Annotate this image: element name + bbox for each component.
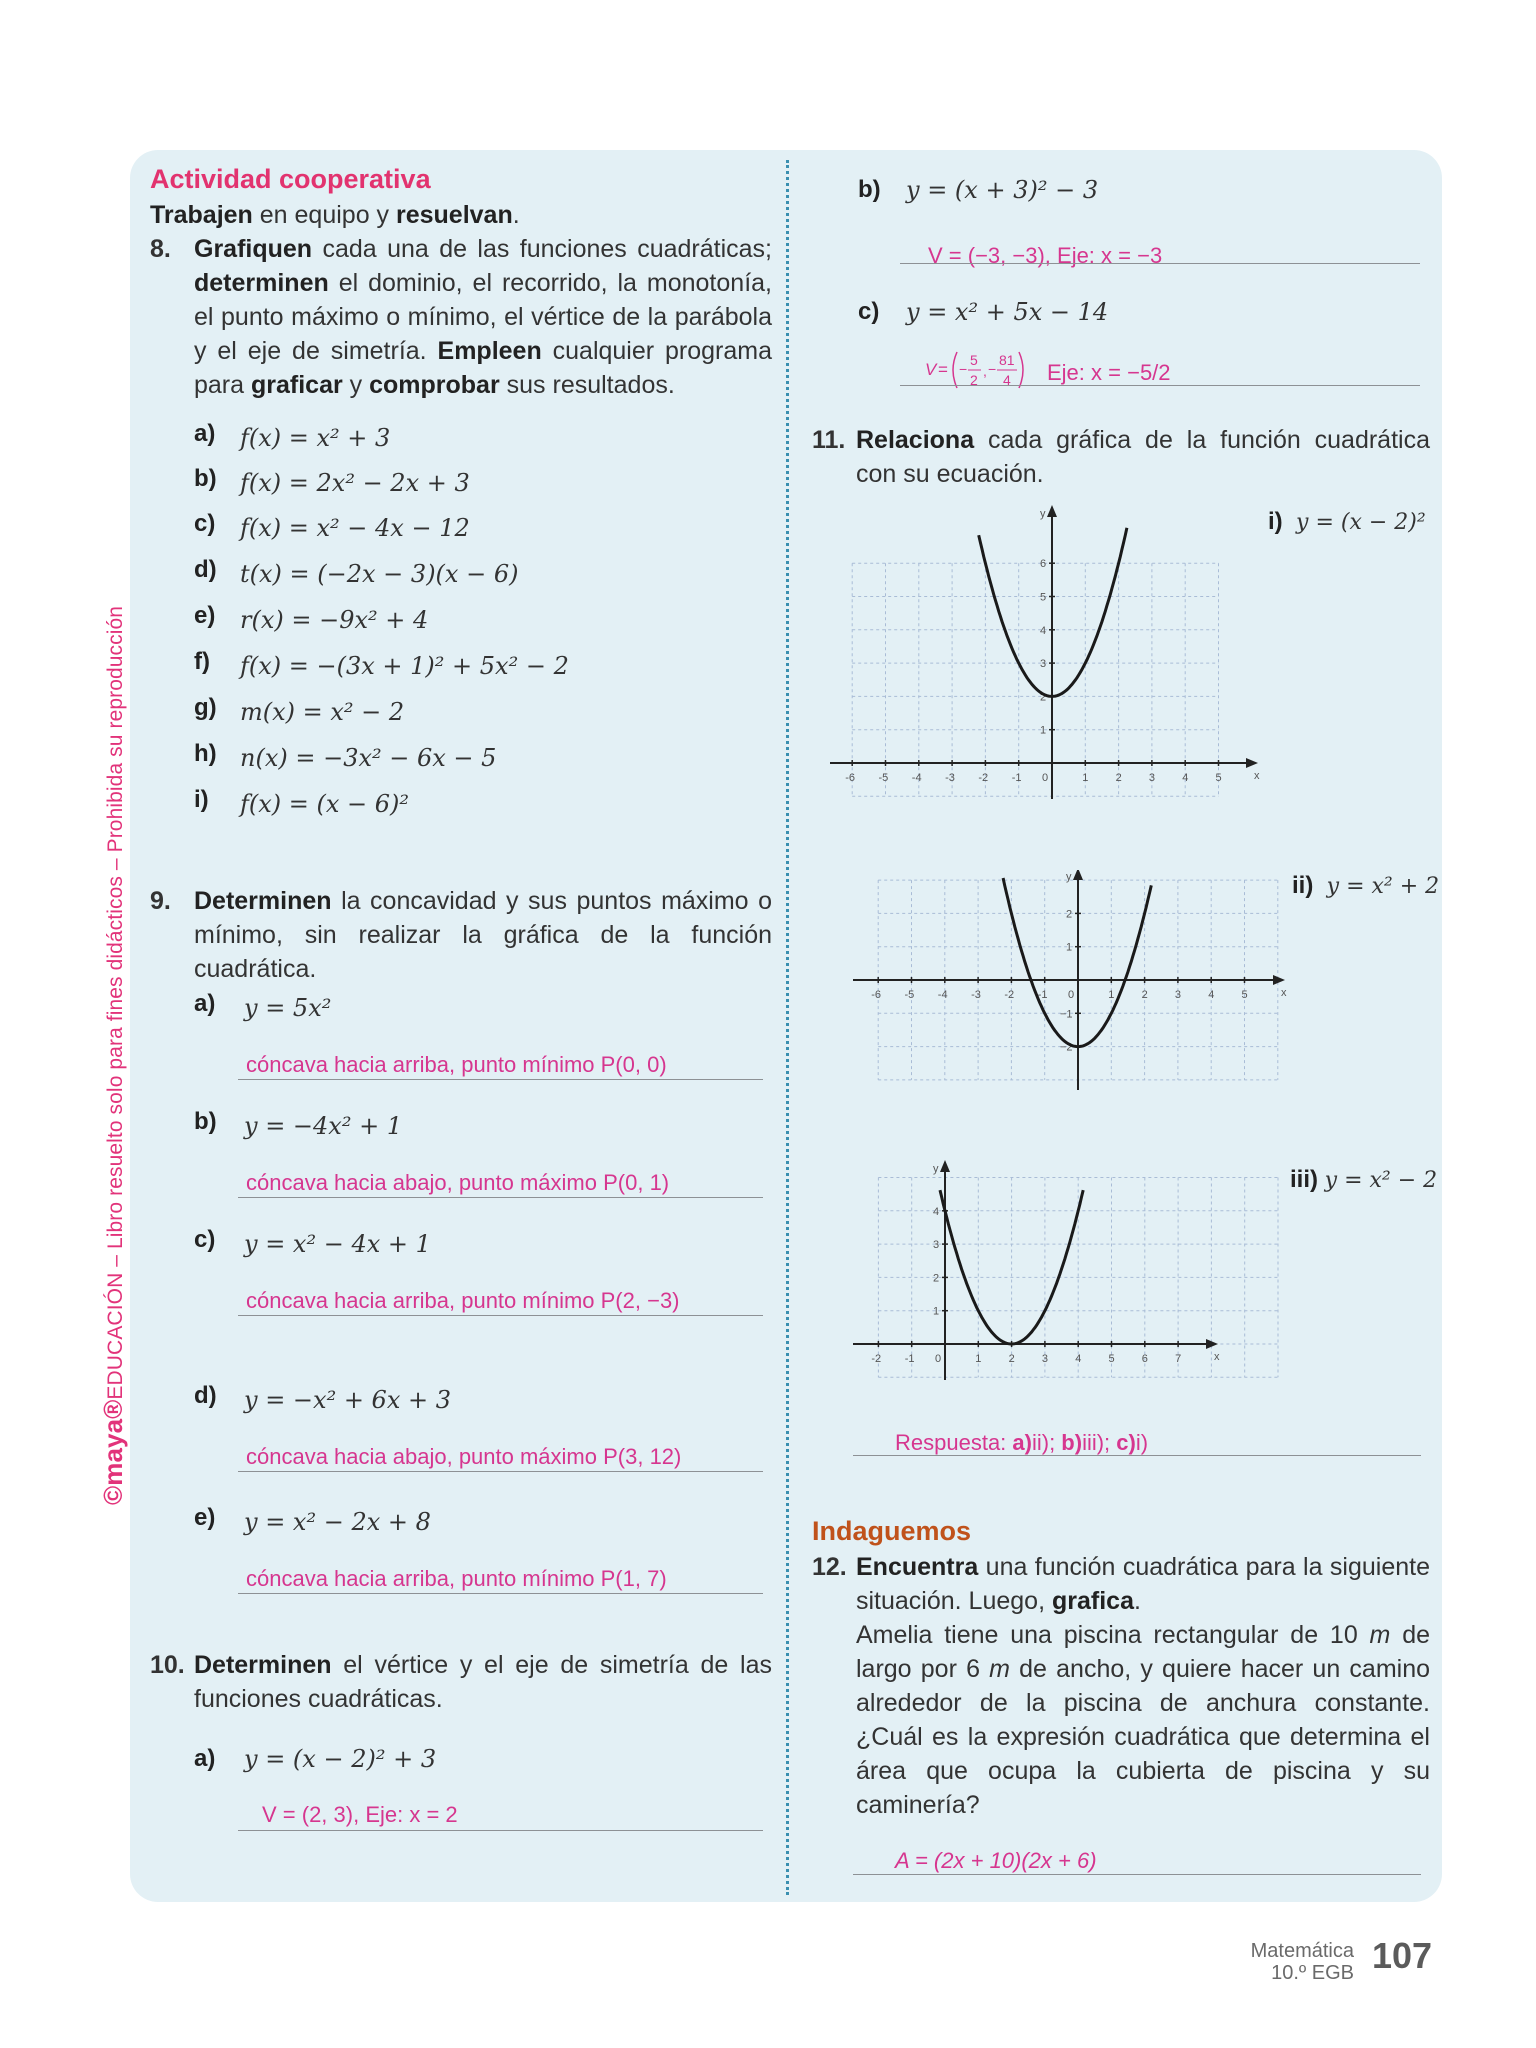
ex9-item-answer: cóncava hacia arriba, punto mínimo P(0, 0) — [246, 1052, 667, 1077]
ex10-item-c-axis: Eje: x = −5/2 — [1047, 360, 1171, 385]
option-iii-expr: y = x² − 2 — [1324, 1168, 1438, 1193]
answer-val-c: i) — [1135, 1430, 1149, 1455]
ex9-item-answer: cóncava hacia abajo, punto máximo P(0, 1) — [246, 1170, 670, 1195]
footer-subject — [1251, 1940, 1354, 1984]
svg-text:-5: -5 — [904, 989, 915, 1001]
answer-line — [238, 1079, 763, 1080]
answer-line — [238, 1315, 763, 1316]
svg-text:2: 2 — [1008, 1353, 1015, 1365]
ex8-item-expr: f(x) = −(3x + 1)² + 5x² − 2 — [240, 652, 569, 680]
section-title-indaguemos: Indaguemos — [812, 1516, 972, 1546]
ex9-item-label: d) — [194, 1382, 217, 1409]
svg-text:-2: -2 — [978, 772, 989, 784]
svg-text:=: = — [938, 360, 948, 379]
svg-text:-1: -1 — [1037, 989, 1048, 1001]
answer-key-a: a) — [1012, 1430, 1032, 1455]
svg-text:x: x — [1281, 987, 1287, 999]
intro-line — [150, 198, 520, 232]
ex8-item-expr: f(x) = x² − 4x − 12 — [240, 514, 470, 542]
svg-text:0: 0 — [1042, 772, 1049, 784]
publisher-brand: ©maya® — [98, 1399, 128, 1505]
svg-text:-3: -3 — [945, 772, 955, 784]
svg-text:2: 2 — [1141, 989, 1148, 1001]
answer-key-b: b) — [1061, 1430, 1083, 1455]
svg-text:5: 5 — [1108, 1353, 1115, 1365]
svg-text:-4: -4 — [911, 772, 922, 784]
column-divider — [786, 160, 789, 1895]
ex11-answer — [895, 1430, 1148, 1456]
ex8-item-expr: t(x) = (−2x − 3)(x − 6) — [240, 560, 519, 588]
answer-line — [853, 1455, 1421, 1456]
footer-subject-name: Matemática — [1250, 1940, 1354, 1962]
svg-text:,: , — [983, 363, 987, 379]
svg-text:-2: -2 — [1004, 989, 1015, 1001]
svg-text:y: y — [933, 1163, 939, 1175]
intro-bold-trabajen: Trabajen — [150, 201, 253, 229]
option-ii-expr: y = x² + 2 — [1326, 874, 1440, 899]
ex8-instructions: Grafiquen cada una de las funciones cuadráticas; determinen el dominio, el recorrido, la monotonía, el punto máximo o mínimo, el vértice de la parábola y el eje de simetría. Empleen cualquier programa para graficar y comprobar sus resultados. — [194, 235, 772, 399]
svg-text:1: 1 — [1040, 724, 1047, 737]
svg-text:-6: -6 — [871, 989, 881, 1001]
ex9-item-label: a) — [194, 990, 216, 1017]
svg-text:3: 3 — [933, 1239, 940, 1252]
ex11-instructions: Relaciona cada gráfica de la función cuadrática con su ecuación. — [856, 426, 1430, 488]
ex9-item-expr: y = x² − 4x + 1 — [244, 1230, 431, 1258]
ex8-item-expr: f(x) = (x − 6)² — [240, 790, 410, 818]
answer-key-c: c) — [1116, 1430, 1136, 1455]
svg-text:5: 5 — [1040, 591, 1047, 604]
ex8-item-label: a) — [194, 420, 216, 447]
answer-line — [238, 1471, 763, 1472]
ex8-item-label: d) — [194, 556, 217, 583]
svg-text:4: 4 — [1040, 624, 1047, 637]
answer-line — [238, 1830, 763, 1831]
answer-line — [900, 385, 1420, 386]
answer-line — [238, 1197, 763, 1198]
svg-text:-2: -2 — [871, 1353, 882, 1365]
svg-text:0: 0 — [1068, 989, 1075, 1001]
ex10-item-c-expr: y = x² + 5x − 14 — [906, 298, 1109, 326]
answer-prefix: Respuesta: — [895, 1430, 1013, 1455]
ex8-item-expr: f(x) = x² + 3 — [240, 424, 391, 452]
intro-end: . — [512, 201, 520, 229]
svg-text:5: 5 — [1241, 989, 1248, 1001]
ex9-item-expr: y = 5x² — [244, 994, 332, 1022]
ex12-answer: A = (2x + 10)(2x + 6) — [895, 1848, 1097, 1873]
ex8-item-label: b) — [194, 465, 217, 492]
intro-bold-resuelvan: resuelvan — [396, 201, 513, 229]
graph-parabola-3 — [850, 1160, 1290, 1385]
ex8-item-label: g) — [194, 694, 217, 721]
vertex-fraction — [925, 346, 1035, 394]
ex9-item-label: e) — [194, 1504, 216, 1531]
svg-text:2: 2 — [1040, 691, 1047, 704]
ex11-number: 11. — [812, 426, 846, 454]
ex8-item-expr: f(x) = 2x² − 2x + 3 — [240, 469, 470, 497]
ex10-item-a-answer: V = (2, 3), Eje: x = 2 — [262, 1802, 458, 1827]
ex10-item-b-expr: y = (x + 3)² − 3 — [906, 176, 1099, 204]
ex8-number: 8. — [150, 235, 171, 263]
page-number: 107 — [1372, 1935, 1433, 1976]
svg-text:y: y — [1040, 508, 1046, 520]
ex9-item-label: b) — [194, 1108, 217, 1135]
svg-text:0: 0 — [935, 1353, 942, 1365]
svg-text:5: 5 — [1215, 772, 1222, 784]
svg-text:−: − — [959, 361, 968, 377]
graph-parabola-1 — [830, 505, 1260, 805]
svg-text:4: 4 — [933, 1205, 940, 1218]
ex9-item-answer: cóncava hacia arriba, punto mínimo P(2, −3) — [246, 1288, 680, 1313]
svg-text:-3: -3 — [971, 989, 981, 1001]
svg-text:3: 3 — [1148, 772, 1156, 784]
intro-text: en equipo y — [252, 201, 396, 229]
ex9-item-answer: cóncava hacia arriba, punto mínimo P(1, 7) — [246, 1566, 667, 1591]
svg-text:-1: -1 — [1011, 772, 1022, 784]
svg-text:2: 2 — [933, 1272, 940, 1285]
ex9-item-expr: y = −x² + 6x + 3 — [244, 1386, 451, 1414]
svg-text:3: 3 — [1041, 1353, 1049, 1365]
ex10-item-b-label: b) — [858, 176, 881, 203]
copyright-side-note — [98, 545, 129, 1505]
ex9-instructions: Determinen la concavidad y sus puntos máximo o mínimo, sin realizar la gráfica de la función cuadrática. — [194, 887, 772, 983]
svg-text:−2: −2 — [1060, 1041, 1073, 1054]
ex10-instructions: Determinen el vértice y el eje de simetría de las funciones cuadráticas. — [194, 1651, 772, 1713]
svg-text:4: 4 — [1208, 989, 1215, 1001]
ex8-item-expr: n(x) = −3x² − 6x − 5 — [240, 744, 497, 772]
svg-text:6: 6 — [1141, 1353, 1148, 1365]
svg-text:-4: -4 — [937, 989, 948, 1001]
svg-text:3: 3 — [1174, 989, 1182, 1001]
svg-text:x: x — [1254, 770, 1260, 782]
svg-text:5: 5 — [970, 352, 978, 368]
ex9-item-expr: y = −4x² + 1 — [244, 1112, 403, 1140]
svg-text:2: 2 — [1066, 908, 1073, 921]
svg-text:2: 2 — [970, 372, 978, 388]
option-iii — [1290, 1166, 1437, 1194]
ex9-number: 9. — [150, 887, 171, 915]
option-ii-label: ii) — [1292, 872, 1314, 899]
footer-grade: 10.º EGB — [1271, 1962, 1354, 1984]
option-i-expr: y = (x − 2)² — [1296, 510, 1426, 535]
ex9-item-answer: cóncava hacia abajo, punto máximo P(3, 12) — [246, 1444, 682, 1469]
svg-text:2: 2 — [1115, 772, 1122, 784]
answer-line — [900, 263, 1420, 264]
svg-text:-1: -1 — [904, 1353, 915, 1365]
section-title-actividad: Actividad cooperativa — [150, 164, 431, 194]
ex10-item-b-answer: V = (−3, −3), Eje: x = −3 — [928, 243, 1163, 268]
svg-text:4: 4 — [1182, 772, 1189, 784]
svg-text:1: 1 — [1082, 772, 1089, 784]
svg-text:−1: −1 — [1060, 1008, 1073, 1021]
answer-val-a: ii); — [1031, 1430, 1062, 1455]
svg-text:-6: -6 — [845, 772, 855, 784]
ex8-item-label: h) — [194, 740, 217, 767]
ex10-item-c-label: c) — [858, 298, 880, 325]
svg-text:1: 1 — [933, 1305, 940, 1318]
copyright-text: EDUCACIÓN – Libro resuelto solo para fines didácticos – Prohibida su reproducción — [104, 605, 127, 1400]
answer-line — [853, 1874, 1421, 1875]
svg-text:−: − — [988, 361, 997, 377]
ex8-item-label: c) — [194, 510, 216, 537]
svg-text:4: 4 — [1003, 372, 1011, 388]
option-i-label: i) — [1268, 508, 1283, 535]
answer-line — [238, 1593, 763, 1594]
ex10-item-a-label: a) — [194, 1745, 216, 1772]
ex9-item-label: c) — [194, 1226, 216, 1253]
answer-val-b: iii); — [1082, 1430, 1117, 1455]
svg-text:-5: -5 — [878, 772, 889, 784]
ex8-item-expr: m(x) = x² − 2 — [240, 698, 405, 726]
option-i — [1268, 508, 1426, 536]
ex8-item-label: e) — [194, 602, 216, 629]
svg-text:6: 6 — [1040, 558, 1047, 571]
ex8-item-label: f) — [194, 648, 210, 675]
option-ii — [1292, 872, 1439, 900]
option-iii-label: iii) — [1290, 1166, 1318, 1193]
svg-text:3: 3 — [1040, 658, 1047, 671]
ex12-number: 12. — [812, 1553, 847, 1581]
svg-text:7: 7 — [1175, 1353, 1182, 1365]
ex10-item-c-vertex — [925, 346, 1035, 399]
ex8-item-label: i) — [194, 786, 209, 813]
svg-text:x: x — [1214, 1351, 1220, 1363]
ex10-number: 10. — [150, 1651, 185, 1679]
ex12-instructions: Encuentra una función cuadrática para la siguiente situación. Luego, grafica. Amelia tiene una piscina rectangular de 10 m de largo por 6 m de ancho, y quiere hacer un camino alrededor de la piscina de anchura constante. ¿Cuál es la expresión cuadrática que determina el área que ocupa la cubierta de piscina y su caminería? — [856, 1553, 1431, 1819]
graph-parabola-2 — [850, 870, 1290, 1095]
svg-text:V: V — [925, 360, 937, 379]
svg-text:1: 1 — [975, 1353, 982, 1365]
svg-text:81: 81 — [999, 352, 1015, 368]
ex8-item-expr: r(x) = −9x² + 4 — [240, 606, 429, 634]
ex9-item-expr: y = x² − 2x + 8 — [244, 1508, 431, 1536]
svg-text:y: y — [1066, 871, 1072, 883]
svg-text:1: 1 — [1066, 941, 1073, 954]
ex10-item-a-expr: y = (x − 2)² + 3 — [244, 1745, 437, 1773]
svg-text:4: 4 — [1075, 1353, 1082, 1365]
svg-text:1: 1 — [1108, 989, 1115, 1001]
